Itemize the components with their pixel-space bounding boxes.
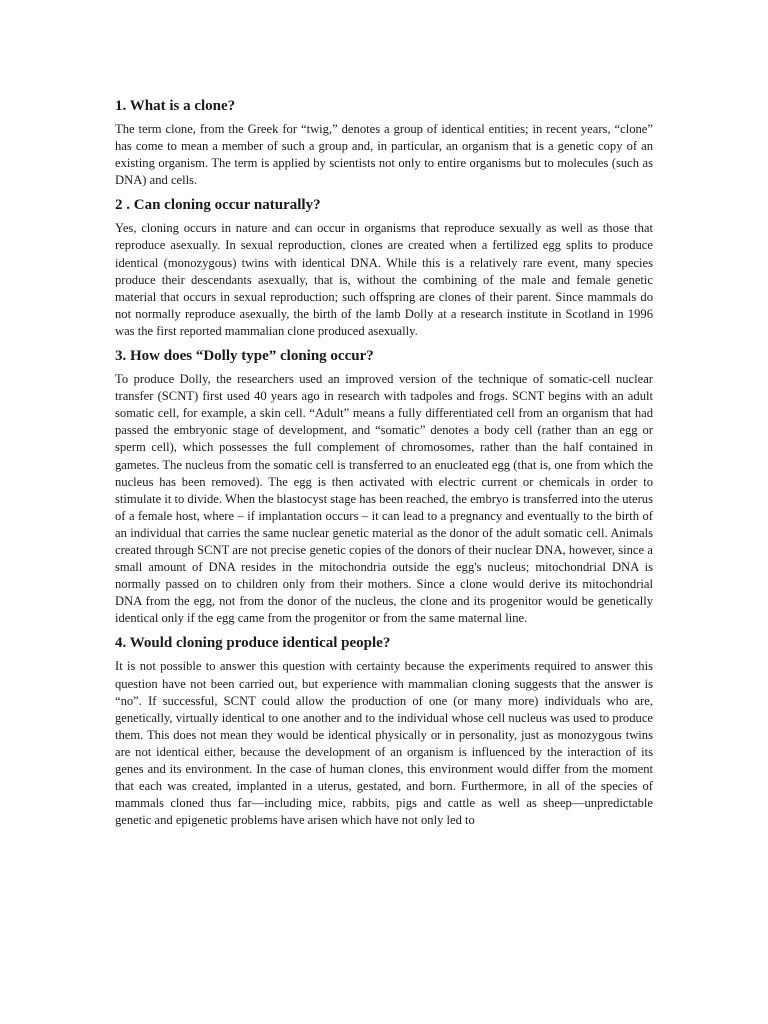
section-heading: 2 . Can cloning occur naturally? — [115, 197, 321, 214]
section-paragraph: It is not possible to answer this question with certainty because the experiments required to answer this question have not been carried out, but experience with mammalian cloning suggests that the answer is “no”. If successful, SCNT could allow the production of one (or many more) individuals who are, genetically, virtually identical to one another and to the individual whose cell nucleus was used to produce them. This does not mean they would be identical physically or in personality, just as monozygous twins are not identical either, because the development of an organism is influenced by the interaction of its genes and its environment. In the case of human clones, this environment would differ from the moment that each was created, implanted in a uterus, gestated, and born. Furthermore, in all of the species of mammals cloned thus far—including mice, rabbits, pigs and cattle as well as sheep—unpredictable genetic and epigenetic problems have arisen which have not only led to — [115, 659, 653, 828]
section-dolly-cloning — [115, 346, 653, 627]
section-paragraph: To produce Dolly, the researchers used an improved version of the technique of somatic-cell nuclear transfer (SCNT) first used 40 years ago in research with tadpoles and frogs. SCNT begins with an adult somatic cell, for example, a skin cell. “Adult” means a fully differentiated cell from an organism that had passed the embryonic stage of development, and “somatic” denotes a body cell (rather than an egg or sperm cell), which possesses the full complement of chromosomes, rather than the half contained in gametes. The nucleus from the somatic cell is transferred to an enucleated egg (that is, one from which the nucleus has been removed). The egg is then activated with electric current or chemicals in order to stimulate it to divide. When the blastocyst stage has been reached, the embryo is transferred into the uterus of a female host, where – if implantation occurs – it can lead to a pregnancy and eventually to the birth of an individual that carries the same nuclear genetic material as the donor of the adult somatic cell. Animals created through SCNT are not precise genetic copies of the donors of their nuclear DNA, however, since a small amount of DNA resides in the mitochondria outside the egg's nucleus; mitochondrial DNA is normally passed on to children only from their mothers. Since a clone would derive its mitochondrial DNA from the egg, not from the donor of the nucleus, the clone and its progenitor would be genetically identical only if the egg came from the progenitor or from the same maternal line. — [115, 372, 653, 626]
section-heading: 4. Would cloning produce identical people? — [115, 635, 391, 652]
section-cloning-naturally — [115, 195, 653, 340]
section-what-is-a-clone — [115, 96, 653, 189]
section-paragraph: Yes, cloning occurs in nature and can occur in organisms that reproduce sexually as well as those that reproduce asexually. In sexual reproduction, clones are created when a fertilized egg splits to produce identical (monozygous) twins with identical DNA. While this is a relatively rare event, many species produce their descendants asexually, that is, without the combining of the male and female genetic material that occurs in sexual reproduction; such offspring are clones of their parent. Since mammals do not normally reproduce asexually, the birth of the lamb Dolly at a research institute in Scotland in 1996 was the first reported mammalian clone produced asexually. — [115, 221, 653, 338]
section-identical-people — [115, 633, 653, 829]
document-page — [115, 96, 653, 835]
section-paragraph: The term clone, from the Greek for “twig,” denotes a group of identical entities; in recent years, “clone” has come to mean a member of such a group and, in particular, an organism that is a genetic copy of an existing organism. The term is applied by scientists not only to entire organisms but to molecules (such as DNA) and cells. — [115, 122, 653, 188]
section-heading: 1. What is a clone? — [115, 98, 236, 114]
section-heading: 3. How does “Dolly type” cloning occur? — [115, 348, 374, 365]
